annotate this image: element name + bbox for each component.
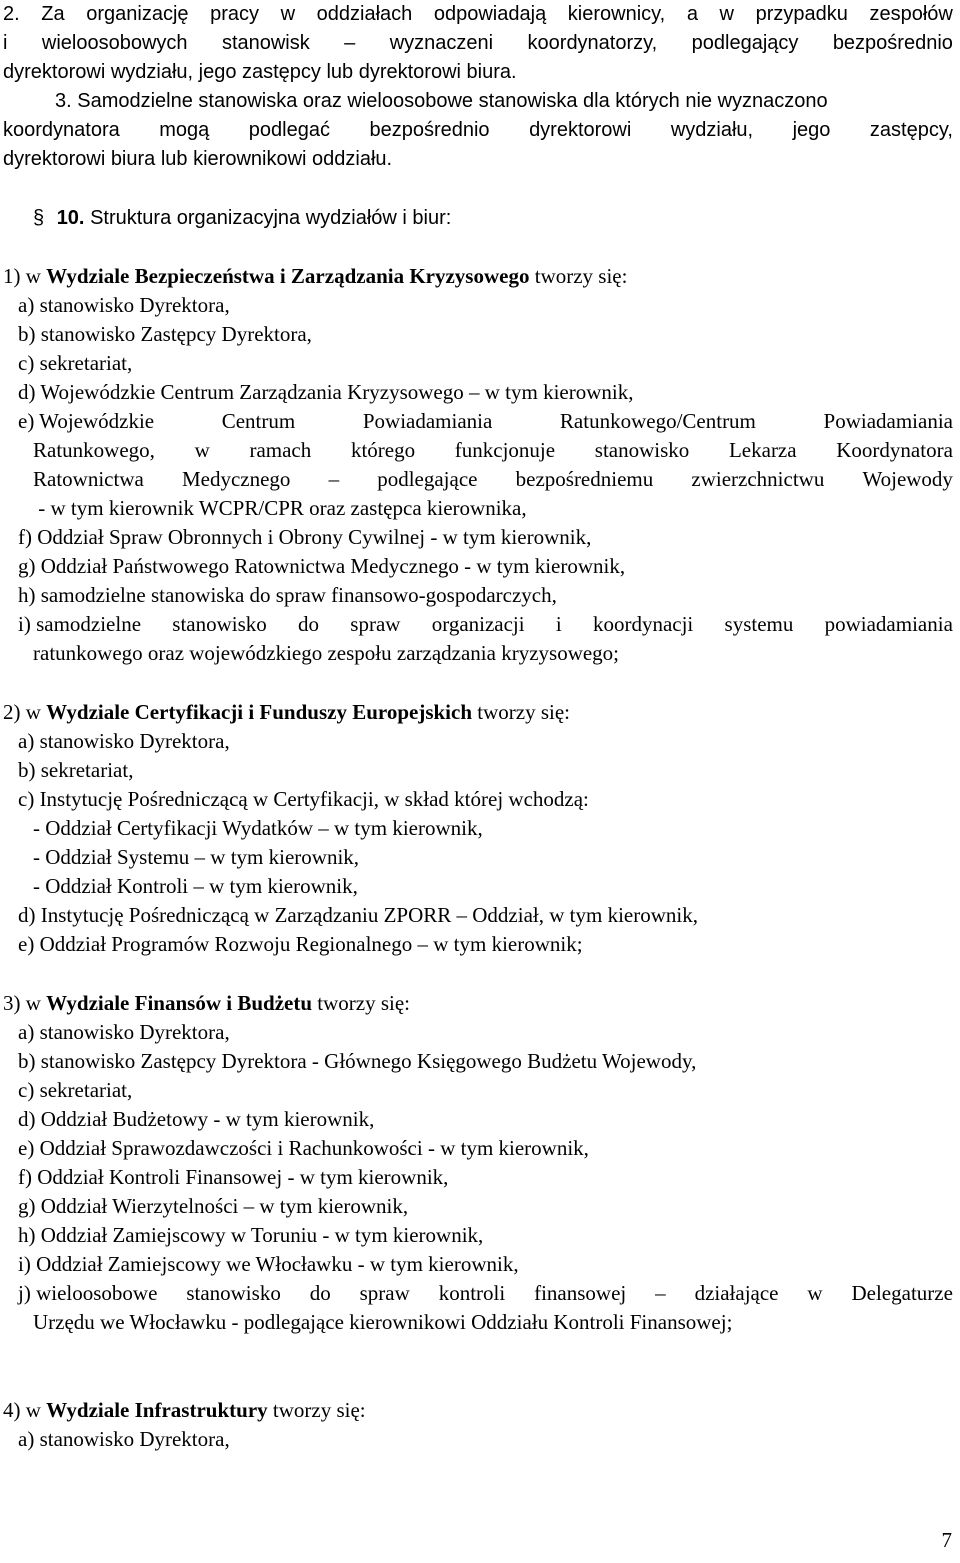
dept3-item-c: c) sekretariat,	[18, 1078, 133, 1102]
word: bezpośrednio	[369, 119, 490, 141]
word: podlegające	[377, 467, 478, 491]
dept4-heading	[3, 1396, 366, 1425]
dept1-item-e-line4: - w tym kierownik WCPR/CPR oraz zastępca kierownika,	[33, 496, 527, 520]
word: stanowisko	[172, 612, 267, 636]
dept1-item-g: g) Oddział Państwowego Ratownictwa Medycznego - w tym kierownik,	[18, 554, 626, 578]
dept1-item-c: c) sekretariat,	[18, 351, 133, 375]
intro-p3-line2	[3, 116, 953, 145]
word: ramach	[249, 438, 312, 462]
dept1-item-f: f) Oddział Spraw Obronnych i Obrony Cywilnej - w tym kierownik,	[18, 525, 592, 549]
word: organizację	[86, 3, 189, 25]
dept3-item-d: d) Oddział Budżetowy - w tym kierownik,	[18, 1107, 375, 1131]
word: podlegający	[691, 32, 799, 54]
word: jego	[792, 119, 831, 141]
dept2-item-c: c) Instytucję Pośredniczącą w Certyfikacji, w skład której wchodzą:	[18, 787, 589, 811]
dept1-prefix: 1) w	[3, 264, 47, 288]
word: systemu	[724, 612, 794, 636]
word: w	[280, 3, 296, 25]
word: dyrektorowi	[529, 119, 632, 141]
word: Za	[41, 3, 65, 25]
word: –	[655, 1281, 666, 1305]
section-title: Struktura organizacyjna wydziałów i biur:	[90, 207, 452, 229]
intro-p2-line3: dyrektorowi wydziału, jego zastępcy lub dyrektorowi biura.	[3, 61, 517, 83]
word: finansowej	[534, 1281, 627, 1305]
word: pracy	[210, 3, 260, 25]
dept3-item-a: a) stanowisko Dyrektora,	[18, 1020, 230, 1044]
dept2-item-a: a) stanowisko Dyrektora,	[18, 729, 230, 753]
intro-p2-line2	[3, 29, 953, 58]
word: stanowisko	[594, 438, 690, 462]
word: kontroli	[438, 1281, 506, 1305]
word: Wojewody	[862, 467, 953, 491]
dept2-name: Wydziale Certyfikacji i Funduszy Europejskich	[46, 700, 473, 724]
dept2-prefix: 2) w	[3, 700, 47, 724]
word: Lekarza	[728, 438, 797, 462]
dept3-item-h: h) Oddział Zamiejscowy w Toruniu - w tym kierownik,	[18, 1223, 484, 1247]
dept3-item-i: i) Oddział Zamiejscowy we Włocławku - w tym kierownik,	[18, 1252, 519, 1276]
word: koordynacji	[592, 612, 694, 636]
word: działające	[694, 1281, 779, 1305]
word: –	[344, 32, 356, 54]
dept3-item-j-line1	[18, 1279, 953, 1308]
word: powiadamiania	[824, 612, 953, 636]
intro-p2-line1	[3, 0, 953, 29]
word: Centrum	[221, 409, 296, 433]
dept3-item-f: f) Oddział Kontroli Finansowej - w tym kierownik,	[18, 1165, 449, 1189]
dept2-item-c-sub2: - Oddział Systemu – w tym kierownik,	[33, 845, 360, 869]
dept2-item-c-sub1: - Oddział Certyfikacji Wydatków – w tym kierownik,	[33, 816, 483, 840]
word: –	[328, 467, 340, 491]
word: zwierzchnictwu	[691, 467, 825, 491]
dept4-prefix: 4) w	[3, 1398, 47, 1422]
dept1-item-i-line1	[18, 610, 953, 639]
dept3-item-g: g) Oddział Wierzytelności – w tym kierownik,	[18, 1194, 409, 1218]
page-number: 7	[941, 1528, 952, 1552]
word: odpowiadają	[433, 3, 547, 25]
dept2-suffix: tworzy się:	[472, 700, 571, 724]
word: kierownicy,	[567, 3, 666, 25]
dept2-item-e: e) Oddział Programów Rozwoju Regionalnego – w tym kierownik;	[18, 932, 583, 956]
dept1-suffix: tworzy się:	[529, 264, 628, 288]
dept1-heading	[3, 262, 627, 291]
dept1-item-e-line2	[33, 436, 953, 465]
word: i	[555, 612, 562, 636]
dept3-item-j-line2: Urzędu we Włocławku - podlegające kierownikowi Oddziału Kontroli Finansowej;	[33, 1310, 733, 1334]
word: spraw	[359, 1281, 410, 1305]
word: Delegaturze	[851, 1281, 953, 1305]
word: spraw	[350, 612, 401, 636]
word: Ratownictwa	[33, 467, 144, 491]
word: j) wieloosobowe	[18, 1281, 158, 1305]
dept3-heading	[3, 989, 410, 1018]
dept2-item-c-sub3: - Oddział Kontroli – w tym kierownik,	[33, 874, 358, 898]
word: e) Wojewódzkie	[18, 409, 155, 433]
intro-p3-line3: dyrektorowi biura lub kierownikowi oddziału.	[3, 148, 393, 170]
word: przypadku	[755, 3, 848, 25]
section-heading	[33, 204, 451, 233]
word: do	[309, 1281, 331, 1305]
word: zespołów	[869, 3, 953, 25]
word: a	[686, 3, 698, 25]
section-symbol: §	[33, 207, 45, 229]
word: do	[298, 612, 320, 636]
word: bezpośredniemu	[515, 467, 654, 491]
word: wieloosobowych	[41, 32, 188, 54]
dept2-item-b: b) sekretariat,	[18, 758, 134, 782]
word: Koordynatora	[836, 438, 953, 462]
dept3-item-b: b) stanowisko Zastępcy Dyrektora - Głównego Księgowego Budżetu Wojewody,	[18, 1049, 697, 1073]
dept3-name: Wydziale Finansów i Budżetu	[46, 991, 313, 1015]
word: koordynatorzy,	[527, 32, 658, 54]
dept1-item-d: d) Wojewódzkie Centrum Zarządzania Kryzysowego – w tym kierownik,	[18, 380, 634, 404]
word: Medycznego	[181, 467, 291, 491]
word: stanowisko	[186, 1281, 281, 1305]
word: i	[3, 32, 8, 54]
word: wydziału,	[670, 119, 754, 141]
dept3-suffix: tworzy się:	[312, 991, 410, 1015]
dept1-item-i-line2: ratunkowego oraz wojewódzkiego zespołu zarządzania kryzysowego;	[33, 641, 620, 665]
intro-p3-line1: 3. Samodzielne stanowiska oraz wieloosobowe stanowiska dla których nie wyznaczono	[55, 90, 828, 112]
dept3-prefix: 3) w	[3, 991, 47, 1015]
dept4-name: Wydziale Infrastruktury	[46, 1398, 268, 1422]
dept1-name: Wydziale Bezpieczeństwa i Zarządzania Kryzysowego	[46, 264, 530, 288]
dept1-item-e-line1	[18, 407, 953, 436]
dept2-item-d: d) Instytucję Pośredniczącą w Zarządzaniu ZPORR – Oddział, w tym kierownik,	[18, 903, 698, 927]
dept3-item-e: e) Oddział Sprawozdawczości i Rachunkowości - w tym kierownik,	[18, 1136, 589, 1160]
word: zastępcy,	[869, 119, 953, 141]
word: mogą	[159, 119, 210, 141]
section-number: 10.	[56, 207, 85, 229]
word: w	[719, 3, 734, 25]
dept1-item-h: h) samodzielne stanowiska do spraw finansowo-gospodarczych,	[18, 583, 557, 607]
dept2-heading	[3, 698, 570, 727]
word: Ratunkowego/Centrum	[559, 409, 756, 433]
word: którego	[350, 438, 416, 462]
word: stanowisk	[221, 32, 310, 54]
dept4-item-a: a) stanowisko Dyrektora,	[18, 1427, 230, 1451]
dept1-item-b: b) stanowisko Zastępcy Dyrektora,	[18, 322, 312, 346]
dept1-item-e-line3	[33, 465, 953, 494]
word: wyznaczeni	[389, 32, 494, 54]
word: oddziałach	[316, 3, 413, 25]
word: organizacji	[431, 612, 525, 636]
word: 2.	[3, 3, 20, 25]
word: Ratunkowego,	[33, 438, 155, 462]
word: podlegać	[248, 119, 330, 141]
word: i) samodzielne	[18, 612, 142, 636]
dept1-item-a: a) stanowisko Dyrektora,	[18, 293, 230, 317]
word: w	[194, 438, 210, 462]
word: Powiadamiania	[362, 409, 493, 433]
dept4-suffix: tworzy się:	[267, 1398, 366, 1422]
word: w	[807, 1281, 823, 1305]
word: funkcjonuje	[454, 438, 556, 462]
word: koordynatora	[3, 119, 120, 141]
word: bezpośrednio	[832, 32, 953, 54]
word: Powiadamiania	[823, 409, 953, 433]
